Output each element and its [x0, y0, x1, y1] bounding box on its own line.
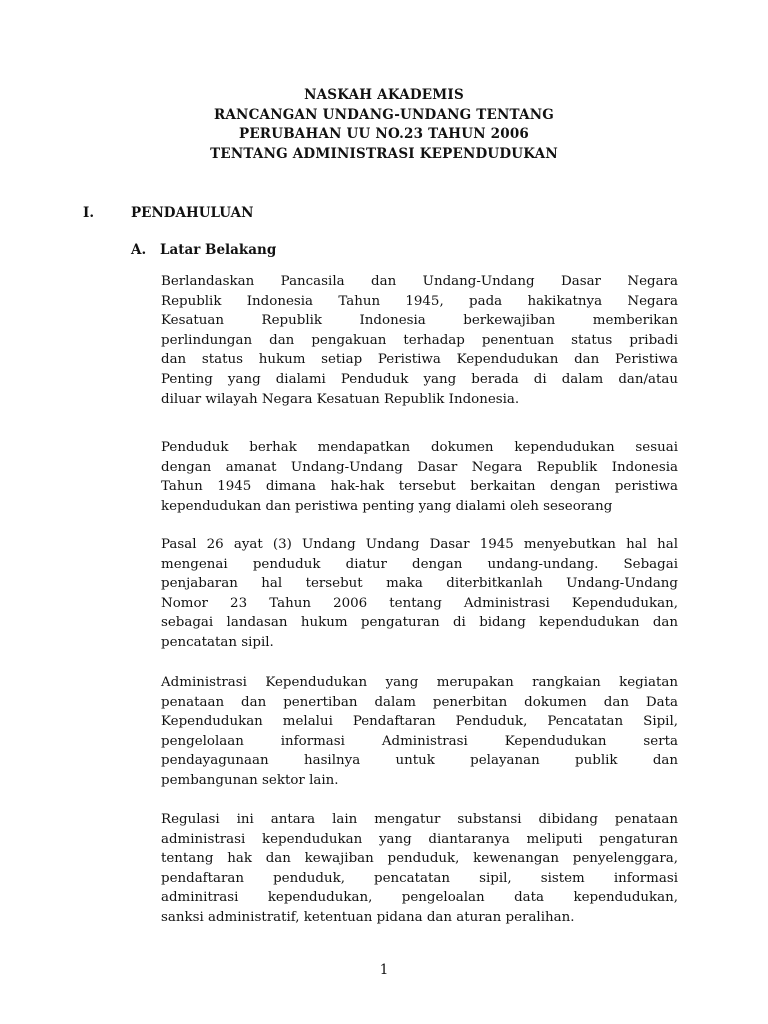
body-paragraph: [161, 272, 678, 409]
paragraph-line: dan status hukum setiap Peristiwa Kependudukan dan Peristiwa: [161, 352, 678, 368]
paragraph-line: adminitrasi kependudukan, pengeloalan data kependudukan,: [161, 890, 678, 906]
title-line: PERUBAHAN UU NO.23 TAHUN 2006: [238, 126, 530, 143]
paragraph-line: Administrasi Kependudukan yang merupakan rangkaian kegiatan: [161, 675, 678, 690]
title-line: TENTANG ADMINISTRASI KEPENDUDUKAN: [210, 145, 558, 162]
body-paragraph: [161, 673, 678, 791]
paragraph-line: Pasal 26 ayat (3) Undang Undang Dasar 1945 menyebutkan hal hal: [161, 537, 678, 552]
paragraph-line: penjabaran hal tersebut maka diterbitkanlah Undang-Undang: [161, 576, 678, 592]
paragraph-line: administrasi kependudukan yang diantaranya meliputi pengaturan: [161, 831, 678, 847]
paragraph-line: Berlandaskan Pancasila dan Undang-Undang Dasar Negara: [161, 274, 678, 289]
paragraph-line: pendaftaran penduduk, pencatatan sipil, sistem informasi: [161, 870, 678, 886]
paragraph-line: kependudukan dan peristiwa penting yang dialami oleh seseorang: [161, 498, 613, 514]
paragraph-line: Tahun 1945 dimana hak-hak tersebut berkaitan dengan peristiwa: [161, 479, 678, 495]
body-paragraph: [161, 535, 678, 653]
paragraph-line: diluar wilayah Negara Kesatuan Republik Indonesia.: [161, 391, 520, 407]
document-title: [0, 86, 768, 164]
body-paragraph: [161, 438, 678, 516]
subsection-letter: A.: [131, 242, 147, 258]
paragraph-line: pengelolaan informasi Administrasi Kependudukan serta: [161, 733, 678, 749]
section-number: I.: [83, 205, 95, 221]
paragraph-line: pembangunan sektor lain.: [161, 772, 339, 788]
paragraph-line: sanksi administratif, ketentuan pidana dan aturan peralihan.: [161, 909, 575, 925]
section-heading: PENDAHULUAN: [131, 205, 254, 221]
paragraph-line: Republik Indonesia Tahun 1945, pada hakikatnya Negara: [161, 293, 678, 309]
title-line: NASKAH AKADEMIS: [304, 87, 464, 103]
paragraph-line: dengan amanat Undang-Undang Dasar Negara Republik Indonesia: [161, 459, 678, 475]
paragraph-line: Penduduk berhak mendapatkan dokumen kependudukan sesuai: [161, 440, 678, 455]
paragraph-line: Regulasi ini antara lain mengatur substansi dibidang penataan: [161, 812, 678, 827]
subsection-heading: Latar Belakang: [160, 242, 277, 258]
paragraph-line: Nomor 23 Tahun 2006 tentang Administrasi Kependudukan,: [161, 595, 678, 611]
paragraph-line: perlindungan dan pengakuan terhadap penentuan status pribadi: [161, 332, 678, 348]
paragraph-line: tentang hak dan kewajiban penduduk, kewenangan penyelenggara,: [161, 851, 678, 867]
paragraph-line: Penting yang dialami Penduduk yang berada di dalam dan/atau: [161, 371, 678, 387]
paragraph-line: pendayagunaan hasilnya untuk pelayanan publik dan: [161, 753, 678, 769]
paragraph-line: pencatatan sipil.: [161, 634, 274, 650]
paragraph-line: Kependudukan melalui Pendaftaran Penduduk, Pencatatan Sipil,: [161, 714, 678, 730]
paragraph-line: Kesatuan Republik Indonesia berkewajiban memberikan: [161, 313, 678, 329]
paragraph-line: penataan dan penertiban dalam penerbitan dokumen dan Data: [161, 694, 678, 710]
paragraph-line: mengenai penduduk diatur dengan undang-undang. Sebagai: [161, 556, 678, 572]
body-paragraph: [161, 810, 678, 928]
paragraph-line: sebagai landasan hukum pengaturan di bidang kependudukan dan: [161, 615, 678, 631]
title-line: RANCANGAN UNDANG-UNDANG TENTANG: [213, 106, 555, 123]
page-number: 1: [379, 962, 389, 978]
